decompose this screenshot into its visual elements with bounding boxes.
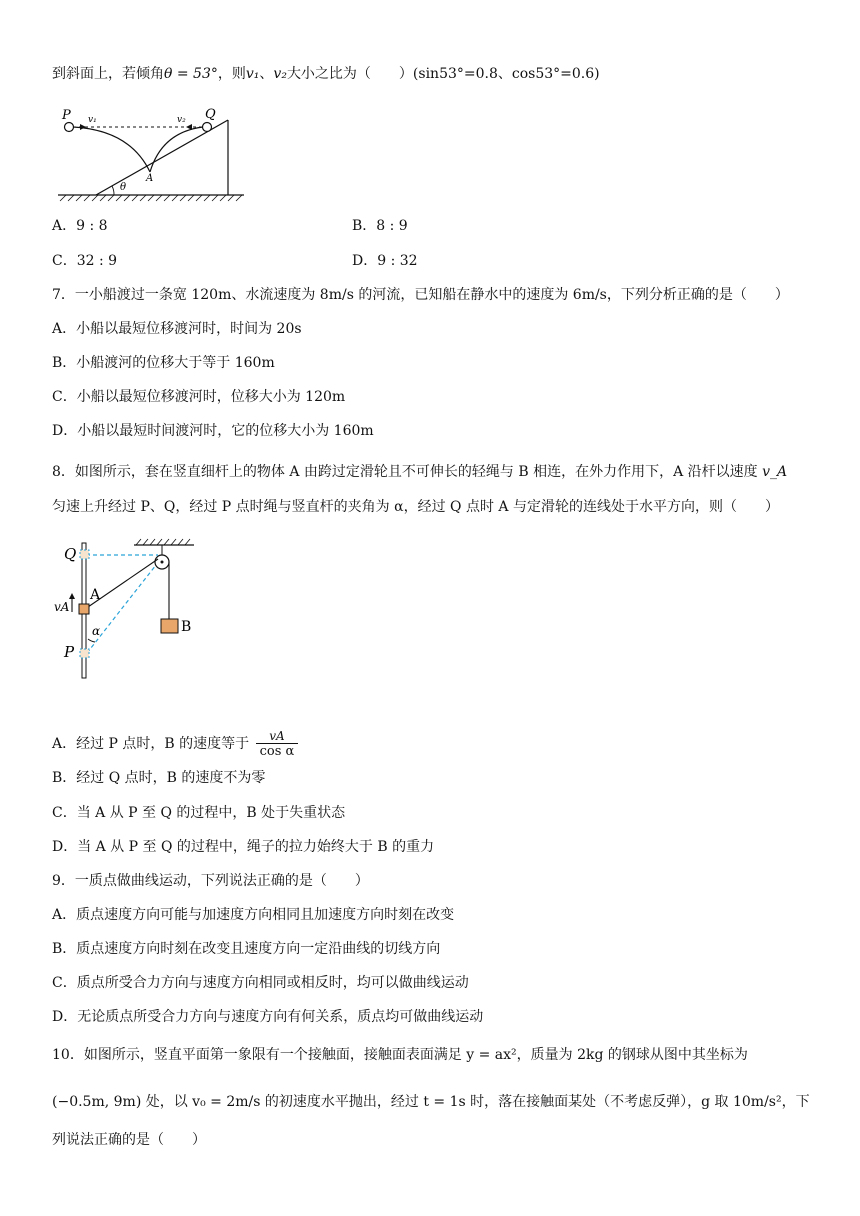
q8-block-b — [161, 619, 178, 633]
q6-angle-arc — [112, 186, 114, 195]
q6-ball-p — [65, 123, 74, 132]
q7-option-b: B．小船渡河的位移大于等于 160m — [52, 355, 275, 371]
q6-v1: v₁ — [245, 66, 260, 82]
q6-option-b: B．8 : 9 — [352, 218, 408, 234]
q6-option-a: A．9 : 8 — [52, 218, 108, 234]
q6-label-v1: v₁ — [88, 115, 97, 125]
q7-option-d: D．小船以最短时间渡河时，它的位移大小为 160m — [52, 423, 374, 439]
q7-stem: 7．一小船渡过一条宽 120m、水流速度为 8m/s 的河流，已知船在静水中的速度为 6m/s，下列分析正确的是（ ） — [52, 287, 789, 303]
q8-label-a: A — [90, 587, 101, 603]
q8-label-b: B — [181, 619, 192, 635]
q8-va-symbol: v_A — [762, 464, 788, 480]
q7-option-a: A．小船以最短位移渡河时，时间为 20s — [52, 321, 302, 337]
q6-theta-expr: θ = 53° — [164, 66, 218, 82]
q6-stem-part-c: 大小之比为（ ）(sin53°=0.8、cos53°=0.6) — [286, 66, 600, 82]
q8-option-a-fraction — [256, 729, 299, 760]
q6-ball-q — [203, 123, 212, 132]
q6-label-theta: θ — [120, 182, 127, 193]
q8-ceiling-hatch — [136, 539, 190, 545]
q8-label-p: P — [64, 643, 75, 661]
q8-figure — [52, 535, 212, 685]
q8-option-a — [52, 728, 298, 760]
q6-label-p: P — [62, 108, 71, 123]
q6-figure — [52, 100, 252, 208]
q6-stem-part-a: 到斜面上，若倾角 — [52, 66, 164, 82]
q8-option-d: D．当 A 从 P 至 Q 的过程中，绳子的拉力始终大于 B 的重力 — [52, 839, 435, 855]
q6-trajectory-p — [73, 127, 150, 172]
q8-label-va: vA — [54, 600, 70, 614]
q8-pulley-axle — [161, 561, 164, 564]
q6-ground-hatch — [60, 195, 242, 201]
q8-stem-line2: 匀速上升经过 P、Q，经过 P 点时绳与竖直杆的夹角为 α，经过 Q 点时 A 与定滑轮的连线处于水平方向，则（ ） — [52, 499, 779, 515]
q9-option-c: C．质点所受合力方向与速度方向相同或相反时，均可以做曲线运动 — [52, 975, 469, 991]
q6-option-c: C．32 : 9 — [52, 253, 118, 269]
q10-stem-line2: (−0.5m, 9m) 处，以 v₀ = 2m/s 的初速度水平抛出，经过 t = 1s 时，落在接触面某处（不考虑反弹），g 取 10m/s²，下 — [52, 1094, 810, 1110]
q6-stem-part-b: ，则 — [217, 66, 246, 82]
q8-q-marker — [80, 550, 89, 559]
q6-stem — [52, 64, 600, 84]
q6-label-q: Q — [205, 107, 216, 122]
q8-stem-text1: 8．如图所示，套在竖直细杆上的物体 A 由跨过定滑轮且不可伸长的轻绳与 B 相连，在外力作用下，A 沿杆以速度 — [52, 464, 758, 480]
q10-stem-line3: 列说法正确的是（ ） — [52, 1132, 206, 1148]
q8-option-c: C．当 A 从 P 至 Q 的过程中，B 处于失重状态 — [52, 805, 346, 821]
q9-option-a: A．质点速度方向可能与加速度方向相同且加速度方向时刻在改变 — [52, 907, 455, 923]
q6-arrow-v2 — [186, 124, 192, 130]
q6-option-d: D．9 : 32 — [352, 253, 418, 269]
q8-stem-line1 — [52, 462, 787, 482]
q7-option-c: C．小船以最短位移渡河时，位移大小为 120m — [52, 389, 346, 405]
q8-angle-arc — [88, 639, 95, 642]
q6-arrow-v1 — [80, 124, 86, 130]
q9-stem: 9．一质点做曲线运动，下列说法正确的是（ ） — [52, 873, 369, 889]
q8-label-q: Q — [64, 545, 77, 563]
q8-option-a-text: A．经过 P 点时，B 的速度等于 — [52, 736, 250, 752]
q8-va-arrow-head — [69, 593, 75, 599]
q10-stem-line1: 10．如图所示，竖直平面第一象限有一个接触面，接触面表面满足 y = ax²，质量为 2kg 的钢球从图中其坐标为 — [52, 1047, 748, 1063]
q8-fraction-numerator: vA — [256, 729, 299, 744]
q6-v2: v₂ — [273, 66, 287, 82]
q8-block-a — [79, 604, 89, 614]
q8-p-marker — [80, 649, 89, 658]
q9-option-d: D．无论质点所受合力方向与速度方向有何关系，质点均可做曲线运动 — [52, 1009, 484, 1025]
q8-fraction-denominator: cos α — [259, 743, 295, 759]
q8-label-alpha: α — [92, 624, 101, 638]
q8-dashed-p — [87, 565, 156, 653]
q8-option-b: B．经过 Q 点时，B 的速度不为零 — [52, 770, 266, 786]
q9-option-b: B．质点速度方向时刻在改变且速度方向一定沿曲线的切线方向 — [52, 941, 441, 957]
q6-label-v2: v₂ — [177, 115, 186, 125]
q6-label-a: A — [146, 173, 154, 184]
q6-sep: 、 — [259, 66, 274, 82]
